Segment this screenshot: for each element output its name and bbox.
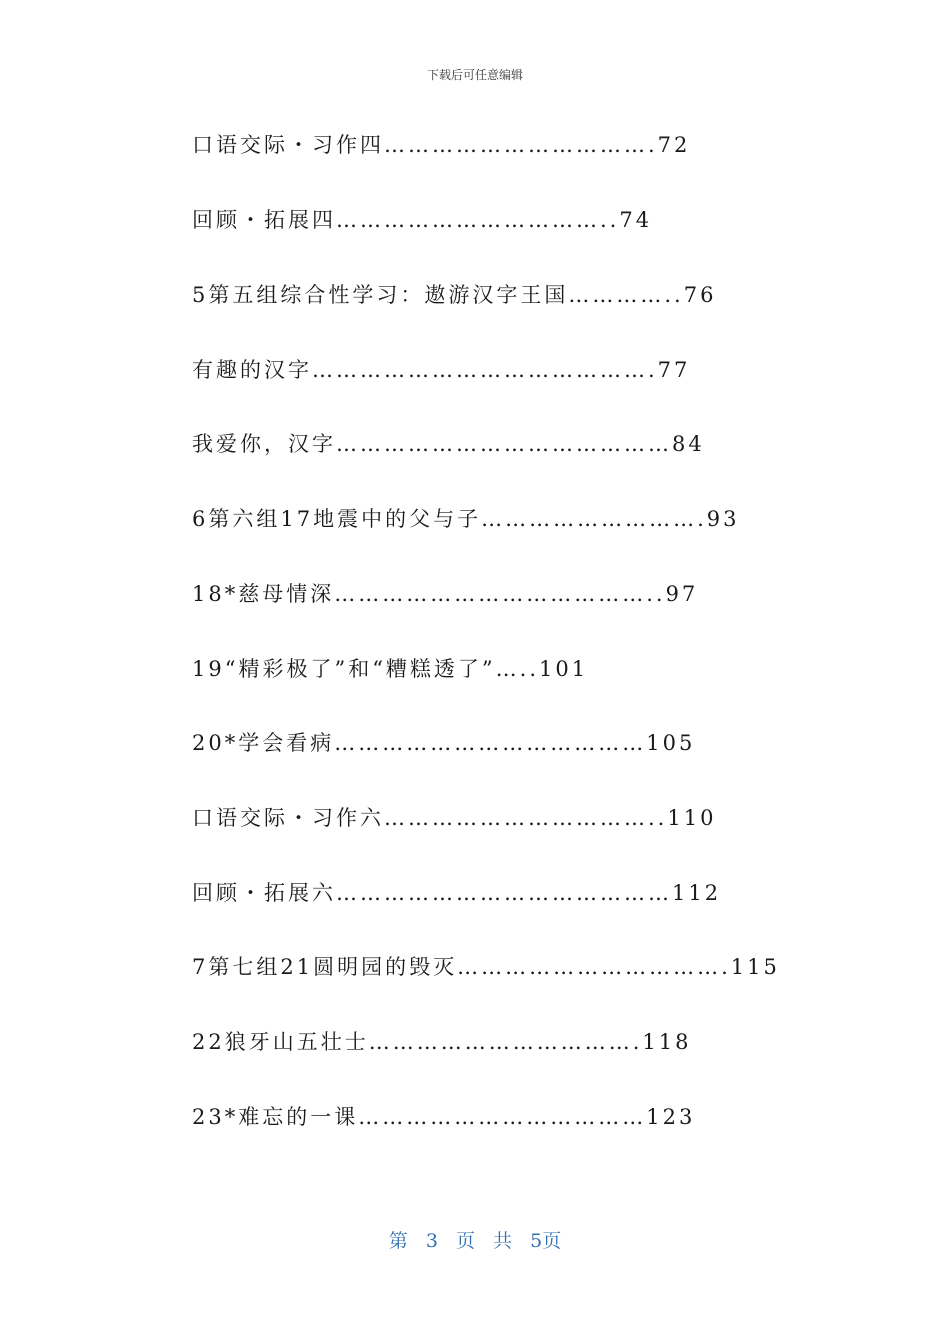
toc-entry: 回顾・拓展四……………………………..74	[192, 208, 653, 232]
toc-entry: 我爱你，汉字……………………………………84	[192, 432, 705, 456]
toc-entry: 6第六组17地震中的父与子……………………….93	[192, 507, 740, 531]
toc-entry: 23*难忘的一课………………………………123	[192, 1105, 696, 1129]
toc-entry: 有趣的汉字…………………………………….77	[192, 358, 691, 382]
page-label-mid: 页	[455, 1230, 475, 1252]
page-footer	[0, 1226, 950, 1253]
toc-entry: 20*学会看病…………………………………105	[192, 731, 696, 755]
current-page-number: 3	[425, 1230, 438, 1252]
toc-entry: 19“精彩极了”和“糟糕透了”…..101	[192, 657, 589, 681]
total-pages: 5页	[530, 1230, 562, 1252]
toc-entry: 5第五组综合性学习：遨游汉字王国…………..76	[192, 283, 717, 307]
page-header: 下载后可任意编辑	[426, 68, 523, 82]
total-label: 共	[493, 1230, 513, 1252]
toc-entry: 回顾・拓展六……………………………………112	[192, 881, 722, 905]
toc-entry: 口语交际・习作四…………………………….72	[192, 133, 691, 157]
toc-entry: 18*慈母情深…………………………………..97	[192, 582, 699, 606]
toc-entry: 口语交际・习作六……………………………..110	[192, 806, 717, 830]
toc-entry: 7第七组21圆明园的毁灭…………………………….115	[192, 955, 780, 979]
toc-entry: 22狼牙山五壮士…………………………….118	[192, 1030, 692, 1054]
page-label-prefix: 第	[388, 1230, 408, 1252]
